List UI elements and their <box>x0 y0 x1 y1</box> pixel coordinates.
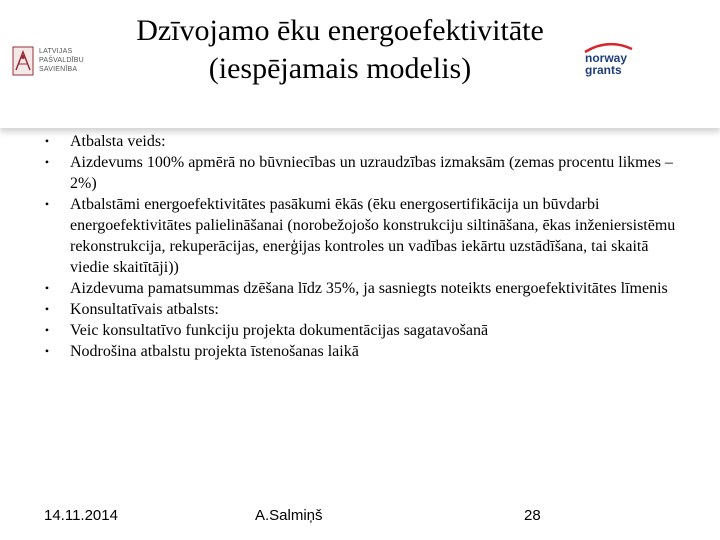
lps-logo <box>12 46 82 80</box>
footer-page-number: 28 <box>524 507 541 524</box>
norway-grants-logo-text <box>585 52 627 76</box>
list-item <box>40 341 690 362</box>
list-item <box>40 278 690 299</box>
list-item-text: Aizdevums 100% apmērā no būvniecības un uzraudzības izmaksām (zemas procentu likmes – 2%) <box>70 154 673 192</box>
lps-logo-line: PAŠVALDĪBU <box>39 57 84 64</box>
footer-date: 14.11.2014 <box>44 507 118 524</box>
lps-logo-line: LATVIJAS <box>39 48 73 55</box>
bullet-icon: • <box>44 323 50 337</box>
title-line-2: (iespējamais modelis) <box>208 52 472 85</box>
list-item-text: Atbalsta veids: <box>70 133 166 150</box>
list-item-text: Konsultatīvais atbalsts: <box>70 301 219 318</box>
slide-title <box>95 12 585 88</box>
title-line-1: Dzīvojamo ēku energoefektivitāte <box>136 14 544 47</box>
bullet-icon: • <box>44 197 50 211</box>
lps-logo-line: SAVIENĪBA <box>39 66 78 73</box>
list-item-text: Nodrošina atbalstu projekta īstenošanas laikā <box>70 343 359 360</box>
footer-author: A.Salmiņš <box>255 507 323 524</box>
list-item-text: Veic konsultatīvo funkciju projekta dokumentācijas sagatavošanā <box>70 322 489 339</box>
norway-grants-line: norway <box>585 51 628 65</box>
list-item-text: Atbalstāmi energoefektivitātes pasākumi ēkās (ēku energosertifikācija un būvdarbi energoefektivitātes palielināšanai (norobežojošo konstrukciju siltināšana, ēkas inženiersistēmu rekonstrukcija, rekuperācijas, enerģijas kontroles un vadības iekārtu uzstādīšana, tai skaitā viedie skaitītāji)) <box>70 196 676 276</box>
list-item-text: Aizdevuma pamatsummas dzēšana līdz 35%, ja sasniegts noteikts energoefektivitātes līmenis <box>70 280 668 297</box>
latvian-municipalities-seal-icon <box>12 46 34 76</box>
lps-logo-text <box>39 47 84 74</box>
slide-header <box>0 0 720 128</box>
list-item <box>40 299 690 320</box>
norway-grants-line: grants <box>585 63 622 77</box>
bullet-icon: • <box>44 134 50 148</box>
list-item <box>40 320 690 341</box>
bullet-icon: • <box>44 302 50 316</box>
bullet-icon: • <box>44 155 50 169</box>
list-item <box>40 152 690 194</box>
norway-grants-logo <box>580 40 640 80</box>
bullet-icon: • <box>44 344 50 358</box>
bullet-icon: • <box>44 281 50 295</box>
list-item <box>40 131 690 152</box>
list-item <box>40 194 690 278</box>
bullet-list <box>40 131 690 362</box>
